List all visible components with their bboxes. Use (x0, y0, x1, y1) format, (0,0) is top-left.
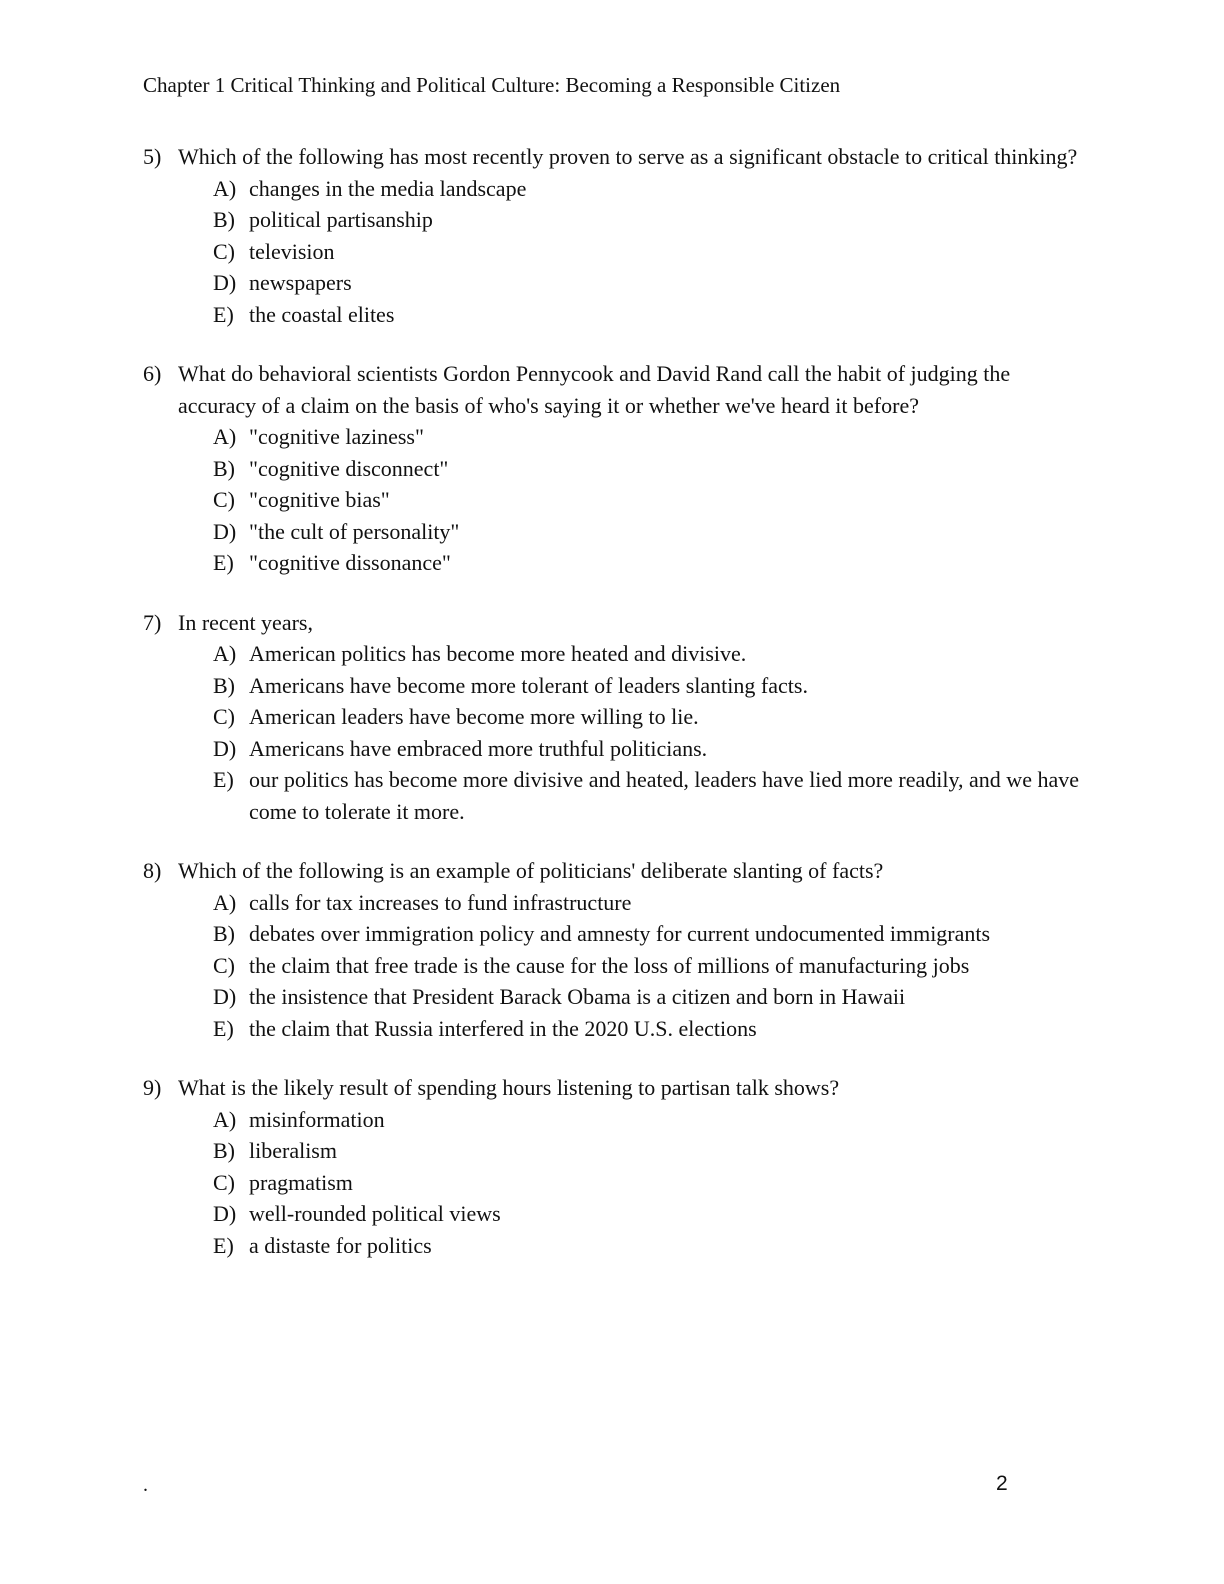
option-d (213, 267, 1083, 299)
question-text: In recent years, (178, 609, 313, 635)
question-7 (143, 607, 1083, 828)
option-text: "cognitive laziness" (249, 424, 424, 449)
option-letter: B) (213, 207, 235, 232)
question-text: Which of the following has most recently proven to serve as a significant obstacle to critical thinking? (178, 144, 1078, 169)
option-text: television (249, 238, 335, 264)
option-text: debates over immigration policy and amnesty for current undocumented immigrants (249, 921, 991, 946)
option-a (213, 638, 1083, 670)
option-letter: D) (213, 270, 237, 295)
option-text: calls for tax increases to fund infrastructure (249, 889, 632, 915)
option-c (213, 1167, 1083, 1199)
question-list (143, 141, 1083, 1289)
option-text: Americans have become more tolerant of leaders slanting facts. (249, 672, 808, 698)
option-e (213, 547, 1083, 579)
option-letter: C) (213, 487, 235, 512)
option-b (213, 204, 1083, 236)
question-stem (143, 1072, 1083, 1104)
option-list (213, 638, 1083, 827)
question-8 (143, 855, 1083, 1044)
question-9 (143, 1072, 1083, 1261)
question-stem (143, 358, 1083, 421)
option-a (213, 421, 1083, 453)
option-text: misinformation (249, 1106, 385, 1132)
option-list (213, 887, 1083, 1045)
option-b (213, 670, 1083, 702)
option-text: "cognitive disconnect" (249, 455, 449, 481)
option-letter: B) (213, 921, 235, 946)
option-c (213, 950, 1083, 982)
option-a (213, 173, 1083, 205)
option-text: liberalism (249, 1138, 337, 1163)
question-stem (143, 141, 1083, 173)
question-number: 9) (143, 1075, 162, 1100)
option-text: "cognitive bias" (249, 487, 390, 512)
option-d (213, 981, 1083, 1013)
option-list (213, 421, 1083, 579)
option-b (213, 918, 1083, 950)
option-letter: C) (213, 1169, 235, 1195)
option-e (213, 1013, 1083, 1045)
question-text: What is the likely result of spending hours listening to partisan talk shows? (178, 1075, 840, 1100)
option-c (213, 701, 1083, 733)
option-text: the coastal elites (249, 301, 395, 327)
option-letter: A) (213, 889, 237, 915)
footer-dot: . (143, 1474, 148, 1496)
chapter-header: Chapter 1 Critical Thinking and Political Culture: Becoming a Responsible Citizen (143, 73, 841, 97)
page-number: 2 (996, 1472, 1008, 1495)
option-letter: C) (213, 238, 235, 264)
option-letter: E) (213, 550, 234, 575)
option-letter: D) (213, 984, 237, 1009)
option-text: the insistence that President Barack Obama is a citizen and born in Hawaii (249, 984, 906, 1009)
question-number: 5) (143, 144, 162, 169)
option-letter: E) (213, 767, 234, 792)
option-text: changes in the media landscape (249, 175, 527, 201)
option-list (213, 1104, 1083, 1262)
option-e (213, 1230, 1083, 1262)
question-6 (143, 358, 1083, 579)
option-text: "cognitive dissonance" (249, 550, 451, 575)
question-text: Which of the following is an example of politicians' deliberate slanting of facts? (178, 858, 884, 883)
option-letter: B) (213, 455, 235, 481)
option-letter: C) (213, 952, 235, 978)
option-text: newspapers (249, 270, 352, 295)
option-letter: E) (213, 301, 234, 327)
option-text: political partisanship (249, 207, 433, 232)
option-e (213, 299, 1083, 331)
option-letter: E) (213, 1232, 234, 1258)
question-number: 7) (143, 609, 162, 635)
option-c (213, 236, 1083, 268)
option-e (213, 764, 1083, 827)
option-text: the claim that Russia interfered in the 2020 U.S. elections (249, 1015, 757, 1041)
option-text: a distaste for politics (249, 1232, 432, 1258)
option-text: pragmatism (249, 1169, 353, 1195)
option-letter: A) (213, 1106, 237, 1132)
option-text: Americans have embraced more truthful politicians. (249, 735, 708, 761)
option-list (213, 173, 1083, 331)
question-stem (143, 855, 1083, 887)
question-number: 8) (143, 858, 162, 883)
option-letter: C) (213, 704, 235, 729)
option-b (213, 453, 1083, 485)
question-5 (143, 141, 1083, 330)
option-letter: D) (213, 1201, 237, 1226)
option-b (213, 1135, 1083, 1167)
option-text: "the cult of personality" (249, 518, 460, 544)
option-letter: D) (213, 735, 237, 761)
option-text: well-rounded political views (249, 1201, 501, 1226)
option-letter: A) (213, 424, 237, 449)
option-letter: B) (213, 1138, 235, 1163)
option-text: American leaders have become more willing to lie. (249, 704, 699, 729)
option-text: American politics has become more heated and divisive. (249, 641, 747, 666)
option-letter: E) (213, 1015, 234, 1041)
option-d (213, 516, 1083, 548)
option-text: our politics has become more divisive and heated, leaders have lied more readily, and we have come to tolerate it more. (249, 767, 1079, 824)
question-number: 6) (143, 361, 162, 386)
option-letter: A) (213, 175, 237, 201)
question-stem (143, 607, 1083, 639)
option-letter: D) (213, 518, 237, 544)
option-d (213, 1198, 1083, 1230)
option-letter: B) (213, 672, 235, 698)
option-a (213, 887, 1083, 919)
question-text: What do behavioral scientists Gordon Pennycook and David Rand call the habit of judging the accuracy of a claim on the basis of who's saying it or whether we've heard it before? (178, 361, 1011, 418)
option-text: the claim that free trade is the cause for the loss of millions of manufacturing jobs (249, 952, 970, 978)
option-c (213, 484, 1083, 516)
option-letter: A) (213, 641, 237, 666)
option-d (213, 733, 1083, 765)
option-a (213, 1104, 1083, 1136)
